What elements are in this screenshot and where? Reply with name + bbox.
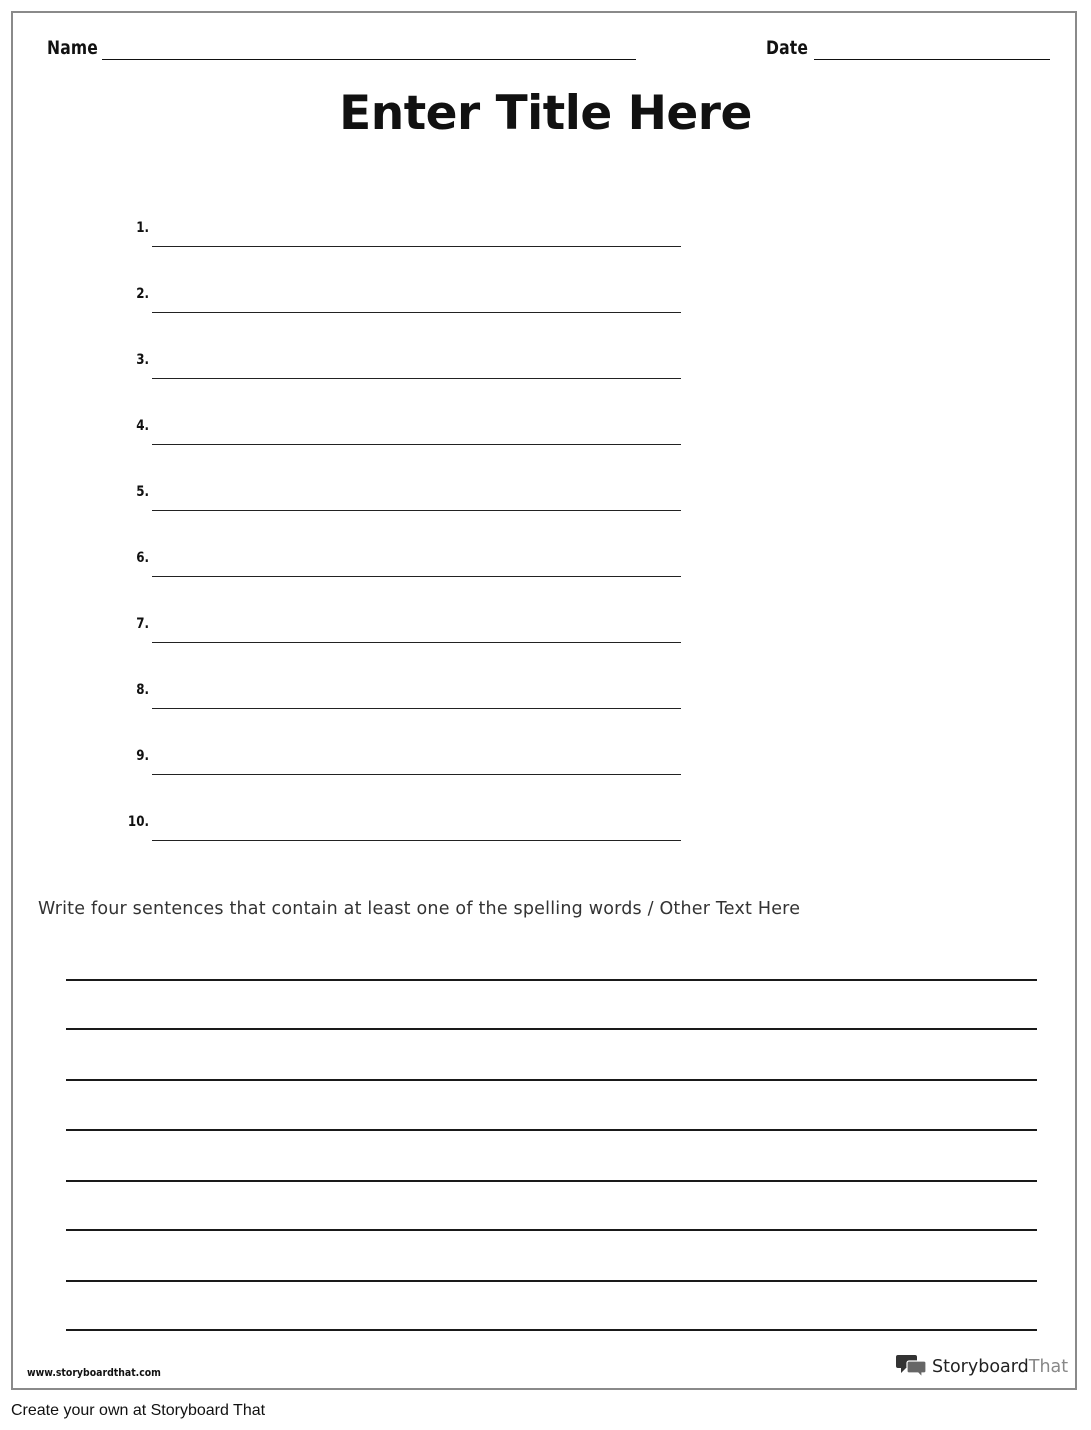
item-number-6: 6. [136,550,149,566]
logo-text-strong: Storyboard [932,1357,1029,1377]
item-number-10: 10. [127,814,149,830]
spelling-line-2[interactable] [152,312,681,313]
sentence-line-4[interactable] [66,1129,1037,1131]
item-number-2: 2. [136,286,149,302]
date-label: Date [766,37,809,59]
name-label: Name [47,37,99,59]
item-number-8: 8. [136,682,149,698]
item-number-3: 3. [136,352,149,368]
spelling-line-10[interactable] [152,840,681,841]
spelling-line-9[interactable] [152,774,681,775]
date-field-line[interactable] [814,59,1050,60]
sentence-line-7[interactable] [66,1280,1037,1282]
create-your-own-link[interactable]: Create your own at Storyboard That [11,1402,266,1419]
sentence-line-6[interactable] [66,1229,1037,1231]
spelling-line-7[interactable] [152,642,681,643]
spelling-line-8[interactable] [152,708,681,709]
spelling-line-4[interactable] [152,444,681,445]
spelling-line-5[interactable] [152,510,681,511]
worksheet-frame [11,11,1077,1390]
sentence-line-3[interactable] [66,1079,1037,1081]
item-number-1: 1. [136,220,149,236]
speech-bubbles-icon [896,1352,928,1383]
spelling-line-3[interactable] [152,378,681,379]
item-number-4: 4. [136,418,149,434]
sentence-prompt: Write four sentences that contain at least one of the spelling words / Other Text Here [38,899,801,919]
spelling-line-6[interactable] [152,576,681,577]
item-number-9: 9. [136,748,149,764]
sentence-line-5[interactable] [66,1180,1037,1182]
spelling-line-1[interactable] [152,246,681,247]
item-number-7: 7. [136,616,149,632]
footer-url[interactable]: www.storyboardthat.com [27,1366,161,1379]
sentence-line-1[interactable] [66,979,1037,981]
item-number-5: 5. [136,484,149,500]
sentence-line-2[interactable] [66,1028,1037,1030]
logo-text-light: That [1028,1357,1069,1377]
name-field-line[interactable] [102,59,636,60]
sentence-line-8[interactable] [66,1329,1037,1331]
worksheet-title: Enter Title Here [339,86,752,141]
storyboardthat-logo[interactable] [896,1354,1068,1380]
